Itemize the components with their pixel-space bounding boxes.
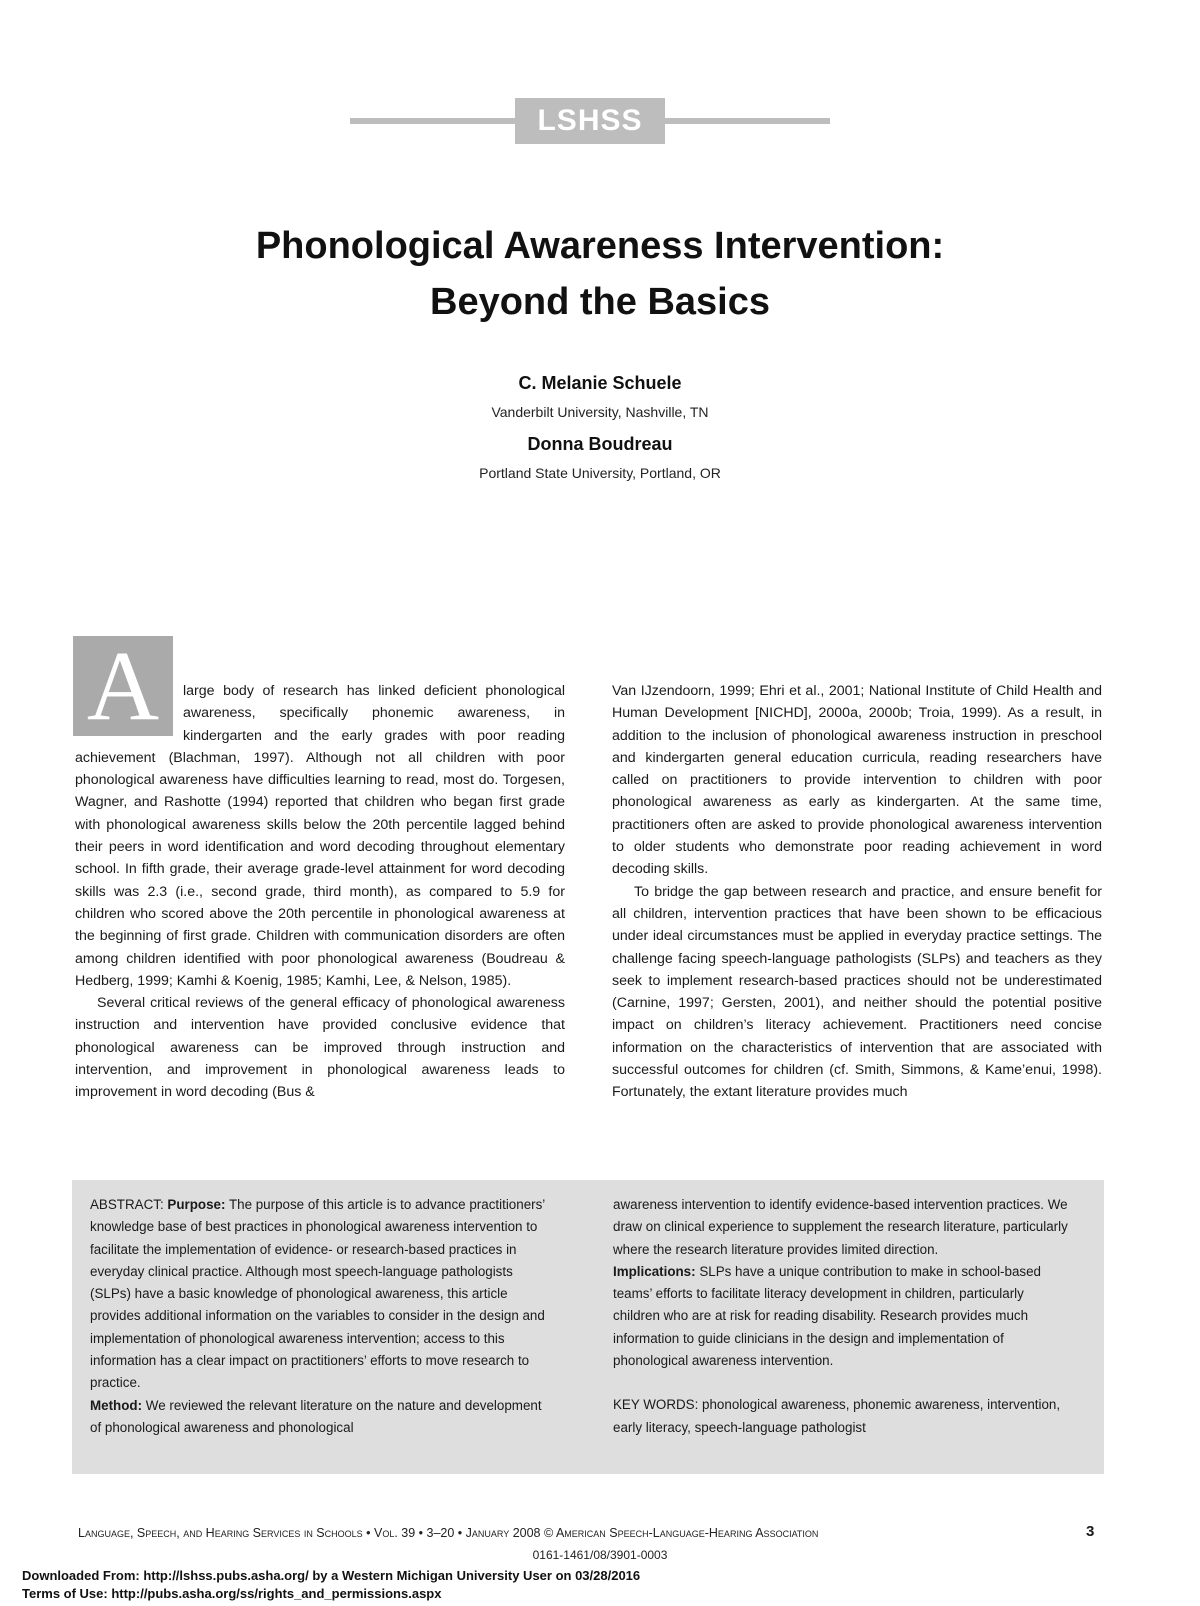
body-paragraph: Several critical reviews of the general efficacy of phonological awareness instruction and intervention have provided conclusive evidence that phonological awareness can be improved through instruction and intervention, and improvement in phonological awareness leads to improvement in word decoding (Bus & [75,995,565,1101]
author-name: Donna Boudreau [527,434,673,454]
title-line-2: Beyond the Basics [430,281,770,323]
body-paragraph [75,630,565,992]
header-rule-left [350,118,515,124]
purpose-label: Purpose: [167,1197,226,1212]
issn-line: 0161-1461/08/3901-0003 [532,1548,668,1562]
download-notice: Downloaded From: http://lshss.pubs.asha.org/ by a Western Michigan University User on 03/28/2016 [22,1568,641,1583]
abstract-continued: awareness intervention to identify evidence-based intervention practices. We draw on clinical experience to supplement the research literature, particularly where the research literature provides limited direction. [613,1197,1068,1257]
implications-text: SLPs have a unique contribution to make in school-based teams’ efforts to facilitate literacy development in children, particularly children who are at risk for reading disability. Research provides much information to guide clinicians in the design and implementation of phonological awareness intervention. [613,1263,1042,1369]
abstract-label: ABSTRACT: [90,1197,164,1212]
body-paragraph: Van IJzendoorn, 1999; Ehri et al., 2001; National Institute of Child Health and Human Development [NICHD], 2000a, 2000b; Troia, 1999). As a result, in addition to the inclusion of phonological awareness instruction in preschool and kindergarten general education curricula, reading researchers have called on practitioners to provide intervention to children with poor phonological awareness as early as kindergarten. At the same time, practitioners often are asked to provide phonological awareness intervention to older students who demonstrate poor reading achievement in word decoding skills. [612,683,1102,878]
header-rule-right [665,118,830,124]
abstract-box [72,1180,1104,1474]
implications-label: Implications: [613,1263,696,1279]
journal-badge: LSHSS [515,98,665,144]
page-number: 3 [1086,1523,1095,1540]
method-text: We reviewed the relevant literature on the nature and development of phonological awareness and phonological [90,1397,542,1435]
journal-header [350,98,830,144]
author-affiliation: Portland State University, Portland, OR [479,465,721,481]
body-paragraph: To bridge the gap between research and practice, and ensure benefit for all children, intervention practices that have been shown to be efficacious under ideal circumstances must be applied in everyday practice settings. The challenge facing speech-language pathologists (SLPs) and teachers as they seek to implement research-based practices should not be underestimated (Carnine, 1997; Gersten, 2001), and neither should the potential positive impact on children’s literacy achievement. Practitioners need concise information on the characteristics of intervention that are associated with successful outcomes for children (cf. Smith, Simmons, & Kame’enui, 1998). Fortunately, the extant literature provides much [612,883,1102,1101]
key-words: KEY WORDS: phonological awareness, phonemic awareness, intervention, early literacy, speech-language pathologist [613,1397,1061,1435]
body-column-right [612,680,1102,1104]
journal-citation: Language, Speech, and Hearing Services in Schools • Vol. 39 • 3–20 • January 2008 © American Speech-Language-Hearing Association [78,1526,819,1540]
author-affiliation: Vanderbilt University, Nashville, TN [491,404,709,420]
article-title [150,218,1050,330]
paragraph-text: large body of research has linked deficient phonological awareness, specifically phonemic awareness, in kindergarten and the early grades with poor reading achievement (Blachman, 1997). Although not all children with poor phonological awareness have difficulties learning to read, most do. Torgesen, Wagner, and Rashotte (1994) reported that children who began first grade with phonological awareness skills below the 20th percentile lagged behind their peers in word identification and word decoding throughout elementary school. In fifth grade, their average grade-level attainment for word decoding skills was 2.3 (i.e., second grade, third month), as compared to 5.9 for children who scored above the 20th percentile in phonological awareness at the beginning of first grade. Children with communication disorders are often among children identified with poor phonological awareness (Boudreau & Hedberg, 1999; Kamhi & Koenig, 1985; Kamhi, Lee, & Nelson, 1985). [75,683,565,989]
terms-of-use-link[interactable]: Terms of Use: http://pubs.asha.org/ss/rights_and_permissions.aspx [22,1586,442,1601]
author-name: C. Melanie Schuele [518,373,682,393]
drop-cap: A [73,636,173,736]
purpose-text: The purpose of this article is to advance practitioners’ knowledge base of best practices in phonological awareness intervention to facilitate the implementation of evidence- or research-based practices in everyday clinical practice. Although most speech-language pathologists (SLPs) have a basic knowledge of phonological awareness, this article provides additional information on the variables to consider in the design and implementation of phonological awareness intervention; access to this information has a clear impact on practitioners’ efforts to move research to practice. [90,1197,545,1391]
abstract-column-right [613,1194,1073,1439]
abstract-method [90,1395,550,1440]
method-label: Method: [90,1397,143,1413]
abstract-implications [613,1261,1073,1372]
body-column-left [75,630,565,1104]
abstract-column-left [90,1194,550,1439]
abstract-purpose [90,1194,550,1395]
title-line-1: Phonological Awareness Intervention: [255,225,945,267]
